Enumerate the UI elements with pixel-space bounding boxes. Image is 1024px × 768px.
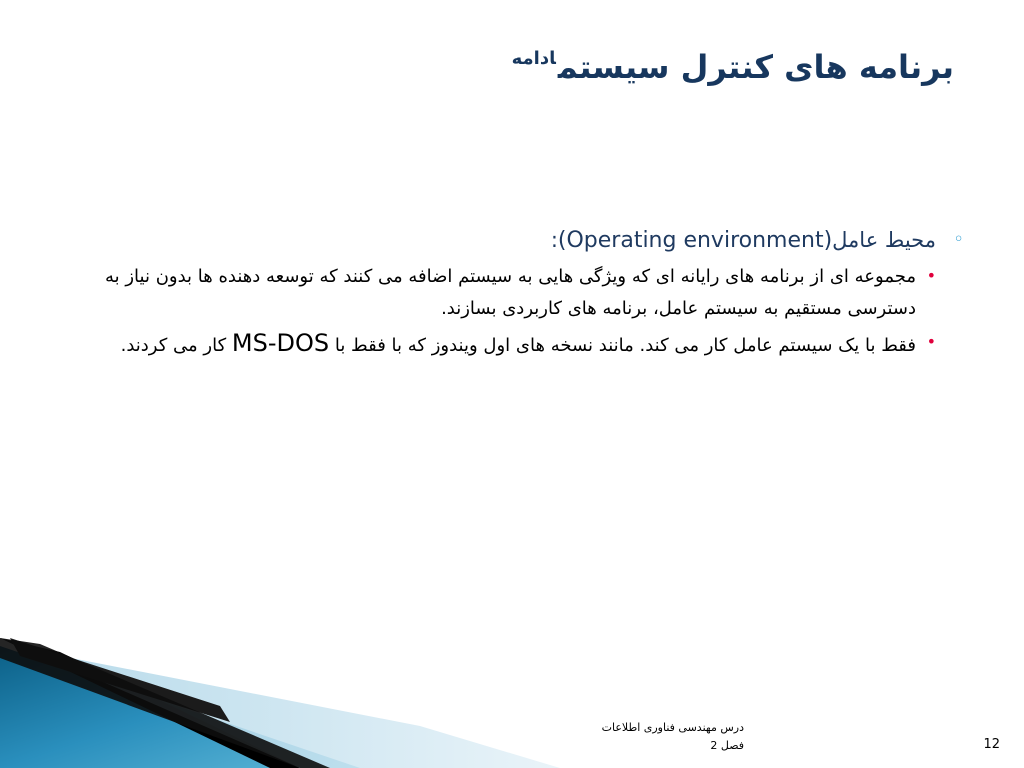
footer-line1: درس مهندسی فناوری اطلاعات: [601, 721, 744, 734]
bullet-text-after: کار می کردند.: [120, 335, 227, 356]
level1-latin: (Operating environment): [557, 228, 833, 253]
slide-body: [44, 222, 964, 362]
page-number: 12: [983, 737, 1000, 752]
bullet-text: مجموعه ای از برنامه های رایانه ای که ویژگی هایی به سیستم اضافه می کنند که توسعه دهنده ها بدون نیاز به دسترسی مستقیم به سیستم عامل، برنامه های کاربردی بسازند.: [104, 266, 916, 319]
bullet-text-before: فقط با یک سیستم عامل کار می کند. مانند نسخه های اول ویندوز که با فقط با: [334, 335, 916, 356]
bullet-latin: MS-DOS: [231, 329, 330, 357]
ring-bullet-icon: ◦: [953, 229, 964, 250]
footer-line2: فصل 2: [710, 739, 744, 752]
bullet-level1: [44, 222, 964, 259]
dot-bullet-icon: •: [926, 332, 936, 351]
dot-bullet-icon: •: [926, 266, 936, 285]
level1-text: محیط عامل: [832, 228, 936, 252]
bullet-item: [44, 261, 936, 325]
footer-course: [602, 719, 744, 755]
level1-suffix: :: [550, 228, 558, 252]
title-superscript: ادامه: [511, 48, 556, 69]
bullet-item: [44, 327, 936, 362]
decorative-corner-graphic: [0, 638, 1024, 768]
title-text: برنامه های کنترل سیستم: [557, 48, 954, 86]
slide-title: [512, 48, 954, 86]
